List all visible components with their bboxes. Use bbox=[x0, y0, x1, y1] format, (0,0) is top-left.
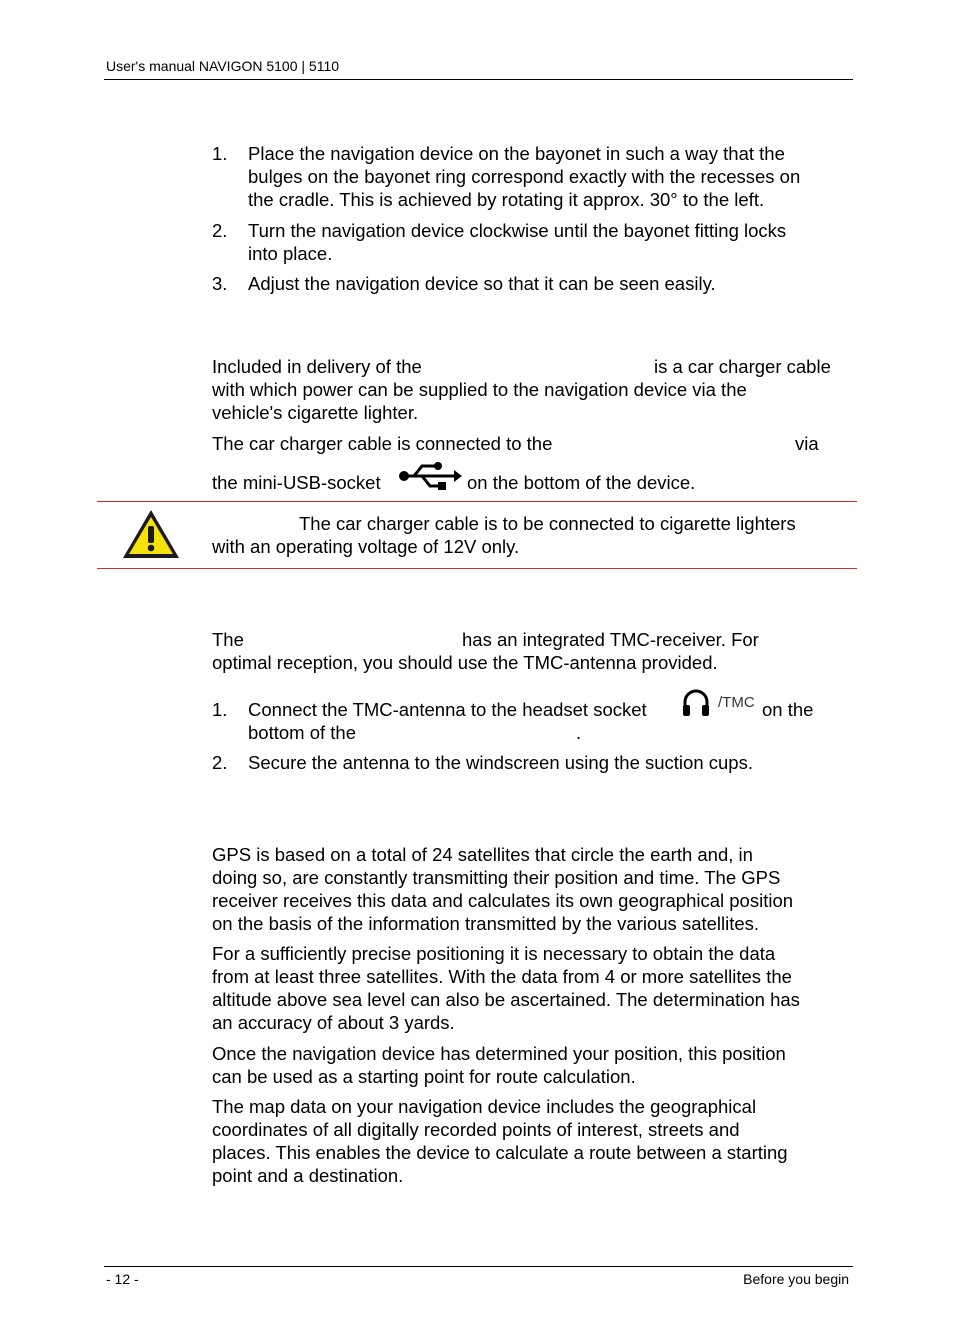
footer-rule bbox=[104, 1266, 853, 1267]
charger-text: the mini-USB-socket bbox=[212, 472, 381, 493]
step-text-line: Turn the navigation device clockwise until the bayonet fitting locks bbox=[248, 220, 787, 241]
usb-icon bbox=[398, 461, 462, 491]
step-text-line: Connect the TMC-antenna to the headset socket bbox=[248, 699, 647, 720]
running-header: User's manual NAVIGON 5100 | 5110 bbox=[106, 58, 340, 74]
gps-text: coordinates of all digitally recorded points of interest, streets and bbox=[212, 1119, 740, 1140]
gps-text: doing so, are constantly transmitting their position and time. The GPS bbox=[212, 867, 781, 888]
gps-text: For a sufficiently precise positioning it is necessary to obtain the data bbox=[212, 943, 776, 964]
step-number: 2. bbox=[212, 752, 228, 773]
warning-rule-top bbox=[97, 501, 857, 502]
step-text-line: bulges on the bayonet ring correspond exactly with the recesses on bbox=[248, 166, 801, 187]
step-text-line: Place the navigation device on the bayonet in such a way that the bbox=[248, 143, 785, 164]
gps-text: an accuracy of about 3 yards. bbox=[212, 1012, 455, 1033]
gps-text: GPS is based on a total of 24 satellites that circle the earth and, in bbox=[212, 844, 753, 865]
step-number: 1. bbox=[212, 699, 228, 720]
charger-text: vehicle's cigarette lighter. bbox=[212, 402, 419, 423]
step-text-line: . bbox=[576, 722, 582, 743]
page-number: - 12 - bbox=[106, 1271, 139, 1287]
headset-icon bbox=[681, 687, 711, 719]
gps-text: can be used as a starting point for route calculation. bbox=[212, 1066, 636, 1087]
step-text-line: into place. bbox=[248, 243, 333, 264]
charger-text: via bbox=[795, 433, 819, 454]
charger-text: is a car charger cable bbox=[654, 356, 831, 377]
section-name: Before you begin bbox=[743, 1271, 849, 1287]
warning-text: with an operating voltage of 12V only. bbox=[212, 536, 520, 557]
header-rule bbox=[104, 79, 853, 80]
step-text-line: bottom of the bbox=[248, 722, 356, 743]
tmc-text: has an integrated TMC-receiver. For bbox=[462, 629, 759, 650]
gps-text: places. This enables the device to calculate a route between a starting bbox=[212, 1142, 788, 1163]
step-text-line: Secure the antenna to the windscreen using the suction cups. bbox=[248, 752, 753, 773]
gps-text: receiver receives this data and calculates its own geographical position bbox=[212, 890, 794, 911]
gps-text: point and a destination. bbox=[212, 1165, 404, 1186]
step-number: 3. bbox=[212, 273, 228, 294]
charger-text: The car charger cable is connected to the bbox=[212, 433, 553, 454]
gps-text: from at least three satellites. With the data from 4 or more satellites the bbox=[212, 966, 792, 987]
charger-text: Included in delivery of the bbox=[212, 356, 422, 377]
gps-text: The map data on your navigation device includes the geographical bbox=[212, 1096, 757, 1117]
gps-text: on the basis of the information transmitted by the various satellites. bbox=[212, 913, 760, 934]
warning-triangle-icon bbox=[121, 508, 181, 560]
tmc-icon-label: /TMC bbox=[718, 694, 755, 711]
step-text-line: the cradle. This is achieved by rotating it approx. 30° to the left. bbox=[248, 189, 765, 210]
gps-text: altitude above sea level can also be ascertained. The determination has bbox=[212, 989, 800, 1010]
tmc-text: optimal reception, you should use the TMC-antenna provided. bbox=[212, 652, 718, 673]
warning-text: The car charger cable is to be connected to cigarette lighters bbox=[299, 513, 796, 534]
warning-rule-bottom bbox=[97, 568, 857, 569]
tmc-text: The bbox=[212, 629, 244, 650]
charger-text: with which power can be supplied to the navigation device via the bbox=[212, 379, 747, 400]
step-text-line: Adjust the navigation device so that it can be seen easily. bbox=[248, 273, 716, 294]
charger-text: on the bottom of the device. bbox=[467, 472, 696, 493]
step-text-line: on the bbox=[762, 699, 814, 720]
step-number: 1. bbox=[212, 143, 228, 164]
step-number: 2. bbox=[212, 220, 228, 241]
gps-text: Once the navigation device has determined your position, this position bbox=[212, 1043, 786, 1064]
